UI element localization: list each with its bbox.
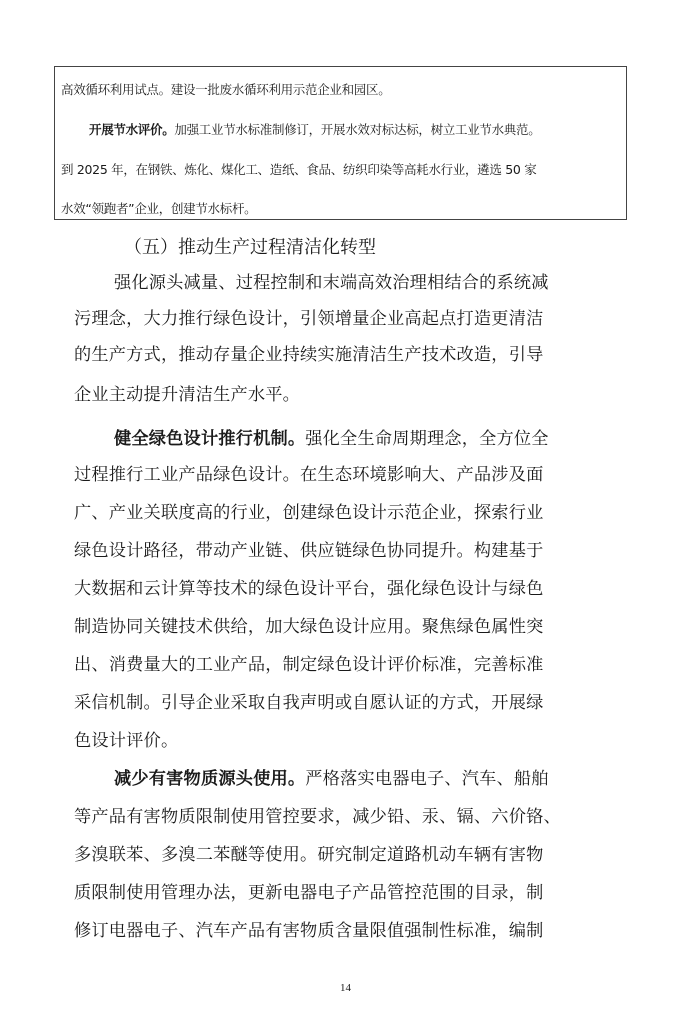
para2-line: 质限制使用管理办法，更新电器电子产品管控范围的目录，制	[74, 883, 544, 903]
para2-line: 多溴联苯、多溴二苯醚等使用。研究制定道路机动车辆有害物	[74, 845, 544, 865]
box-line	[89, 121, 620, 139]
para2-title: 减少有害物质源头使用。	[114, 769, 306, 789]
para1-line: 大数据和云计算等技术的绿色设计平台，强化绿色设计与绿色	[74, 579, 544, 599]
para2-first-line	[114, 766, 616, 792]
para1-first-line	[114, 426, 616, 452]
box-line: 水效“领跑者”企业，创建节水标杆。	[61, 201, 257, 216]
para1-line: 色设计评价。	[74, 731, 179, 751]
intro-line: 企业主动提升清洁生产水平。	[74, 385, 301, 405]
intro-line: 强化源头减量、过程控制和末端高效治理相结合的系统减	[114, 273, 549, 293]
para1-line: 制造协同关键技术供给，加大绿色设计应用。聚焦绿色属性突	[74, 617, 544, 637]
boxed-excerpt	[54, 66, 627, 220]
para1-line: 过程推行工业产品绿色设计。在生态环境影响大、产品涉及面	[74, 465, 544, 485]
section-heading: （五）推动生产过程清洁化转型	[124, 237, 376, 258]
para1-line: 绿色设计路径，带动产业链、供应链绿色协同提升。构建基于	[74, 541, 544, 561]
box-line: 高效循环利用试点。建设一批废水循环利用示范企业和园区。	[61, 82, 391, 97]
box-line: 到 2025 年，在钢铁、炼化、煤化工、造纸、食品、纺织印染等高耗水行业，遴选 50 家	[61, 162, 537, 177]
box-paragraph-title: 开展节水评价。	[89, 122, 175, 137]
para2-line: 修订电器电子、汽车产品有害物质含量限值强制性标准，编制	[74, 921, 544, 941]
box-text: 加强工业节水标准制修订，开展水效对标达标，树立工业节水典范。	[174, 122, 541, 137]
para1-text: 强化全生命周期理念，全方位全	[305, 429, 549, 449]
page-number: 14	[340, 982, 351, 994]
para1-line: 采信机制。引导企业采取自我声明或自愿认证的方式，开展绿	[74, 693, 544, 713]
para1-line: 广、产业关联度高的行业，创建绿色设计示范企业，探索行业	[74, 503, 544, 523]
para2-line: 等产品有害物质限制使用管控要求，减少铅、汞、镉、六价铬、	[74, 807, 561, 827]
para1-title: 健全绿色设计推行机制。	[114, 429, 306, 449]
intro-line: 污理念，大力推行绿色设计，引领增量企业高起点打造更清洁	[74, 309, 544, 329]
intro-line: 的生产方式，推动存量企业持续实施清洁生产技术改造，引导	[74, 345, 544, 365]
para1-line: 出、消费量大的工业产品，制定绿色设计评价标准，完善标准	[74, 655, 544, 675]
para2-text: 严格落实电器电子、汽车、船舶	[305, 769, 549, 789]
